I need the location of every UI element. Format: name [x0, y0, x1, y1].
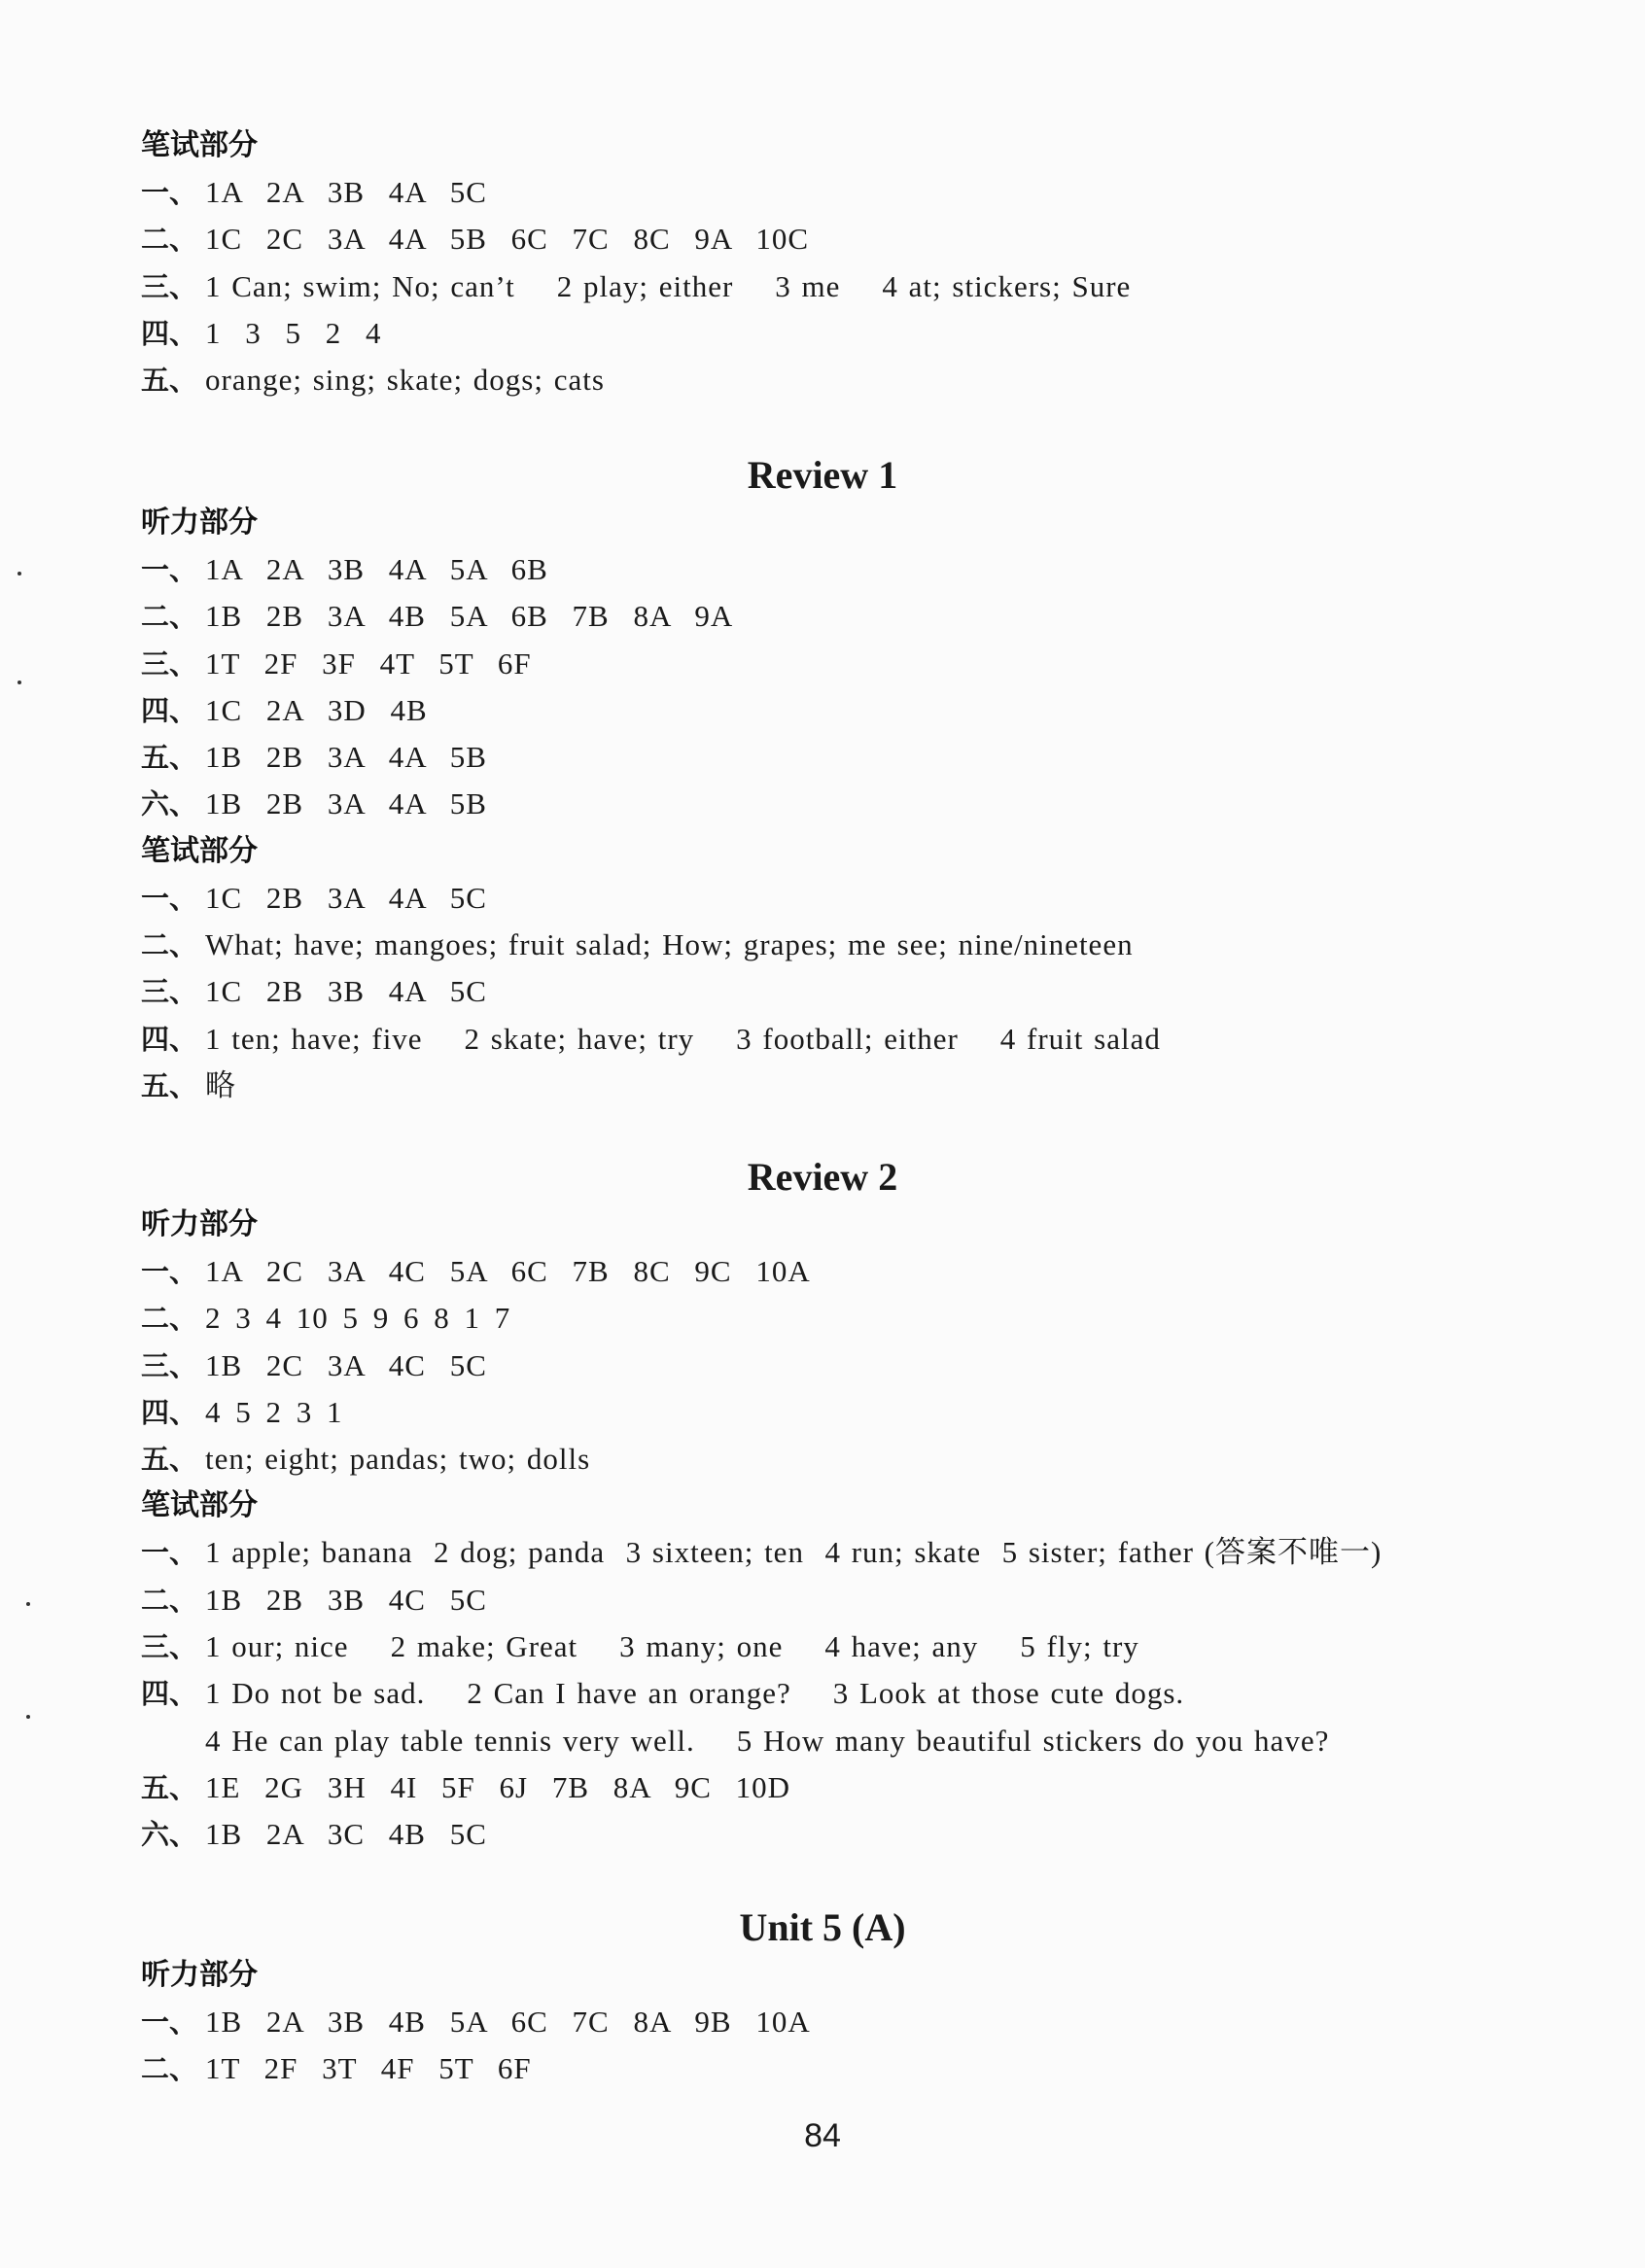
answer-line: 五、 ten; eight; pandas; two; dolls	[141, 1442, 591, 1477]
scan-speck	[26, 1715, 30, 1719]
answer-line: 五、 1B 2B 3A 4A 5B	[141, 740, 487, 775]
scan-speck	[18, 680, 21, 684]
answer-line: 六、 1B 2A 3C 4B 5C	[141, 1817, 487, 1852]
section-title: Unit 5 (A)	[739, 1905, 906, 1949]
answer-line: 一、 1 apple; banana 2 dog; panda 3 sixteen; ten 4 run; skate 5 sister; father (答案不唯一)	[141, 1535, 1382, 1570]
written-label: 笔试部分	[141, 833, 258, 868]
listening-label: 听力部分	[141, 1207, 258, 1241]
answer-line: 五、 略	[141, 1067, 236, 1102]
answer-line: 二、 1C 2C 3A 4A 5B 6C 7C 8C 9A 10C	[141, 222, 810, 257]
answer-line: 三、 1B 2C 3A 4C 5C	[141, 1347, 487, 1382]
answer-line-continued: 4 He can play table tennis very well. 5 How many beautiful stickers do you have?	[205, 1723, 1330, 1758]
answer-line: 三、 1C 2B 3B 4A 5C	[141, 974, 487, 1009]
top-written-section	[141, 122, 1551, 403]
answer-line: 四、 1C 2A 3D 4B	[141, 692, 428, 727]
answer-line: 三、 1 Can; swim; No; can’t 2 play; either 3 me 4 at; stickers; Sure	[141, 268, 1132, 303]
review-1-section	[141, 451, 1551, 1109]
section-title: Review 2	[747, 1155, 898, 1199]
answer-line: 四、 1 3 5 2 4	[141, 315, 382, 350]
answer-line: 三、 1 our; nice 2 make; Great 3 many; one 4 have; any 5 fly; try	[141, 1629, 1139, 1664]
written-label: 笔试部分	[141, 1488, 258, 1523]
answer-line: 五、 1E 2G 3H 4I 5F 6J 7B 8A 9C 10D	[141, 1769, 791, 1804]
unit-5a-section	[141, 1903, 1551, 2093]
listening-label: 听力部分	[141, 506, 258, 540]
listening-label: 听力部分	[141, 1958, 258, 1992]
answer-line: 一、 1A 2C 3A 4C 5A 6C 7B 8C 9C 10A	[141, 1254, 811, 1288]
page-number: 84	[804, 2117, 841, 2154]
answer-line: 二、 1B 2B 3A 4B 5A 6B 7B 8A 9A	[141, 599, 734, 634]
answer-line: 一、 1C 2B 3A 4A 5C	[141, 880, 487, 915]
answer-line: 六、 1B 2B 3A 4A 5B	[141, 786, 487, 821]
answer-line: 四、 4 5 2 3 1	[141, 1394, 343, 1429]
scan-speck	[26, 1602, 30, 1606]
answer-line: 二、 2 3 4 10 5 9 6 8 1 7	[141, 1301, 511, 1336]
answer-line: 四、 1 Do not be sad. 2 Can I have an orange? 3 Look at those cute dogs.	[141, 1676, 1185, 1711]
scan-speck	[18, 572, 21, 576]
answer-line: 二、 1T 2F 3T 4F 5T 6F	[141, 2051, 532, 2086]
answer-line: 三、 1T 2F 3F 4T 5T 6F	[141, 646, 532, 680]
answer-line: 二、 1B 2B 3B 4C 5C	[141, 1582, 487, 1617]
answer-line: 一、 1A 2A 3B 4A 5A 6B	[141, 552, 548, 586]
answer-line: 四、 1 ten; have; five 2 skate; have; try 3 football; either 4 fruit salad	[141, 1021, 1161, 1056]
review-2-section	[141, 1153, 1551, 1859]
answer-line: 五、 orange; sing; skate; dogs; cats	[141, 363, 605, 398]
answer-line: 二、 What; have; mangoes; fruit salad; How; grapes; me see; nine/nineteen	[141, 927, 1134, 962]
answer-line: 一、 1B 2A 3B 4B 5A 6C 7C 8A 9B 10A	[141, 2005, 811, 2039]
answer-line: 一、 1A 2A 3B 4A 5C	[141, 175, 487, 209]
written-label: 笔试部分	[141, 128, 258, 162]
section-title: Review 1	[747, 453, 898, 497]
